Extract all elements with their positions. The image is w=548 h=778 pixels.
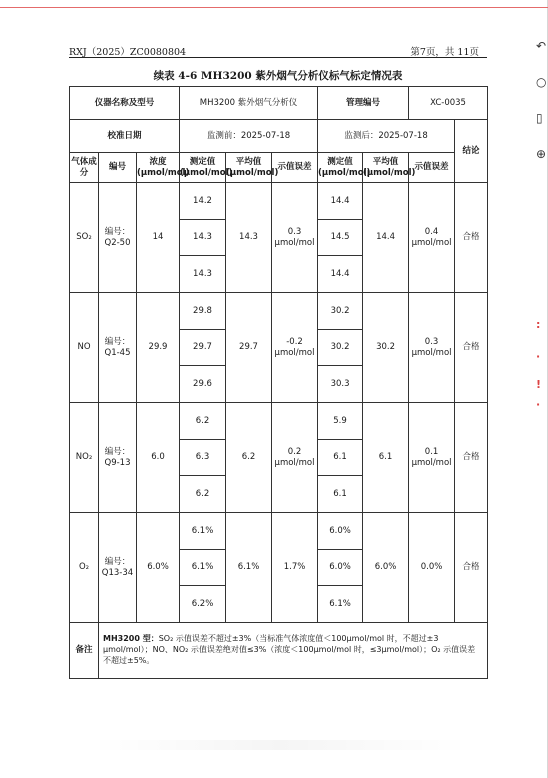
date-after: 监测后：2025-07-18 xyxy=(318,120,455,153)
red-margin-mark: · xyxy=(536,350,541,363)
date-label: 校准日期 xyxy=(70,120,180,153)
col-measured-after: 测定值(μmol/mol) xyxy=(318,153,363,183)
col-measured-before: 测定值(μmol/mol) xyxy=(180,153,226,183)
remark-text xyxy=(99,623,488,679)
error-after-cell: 0.4 μmol/mol xyxy=(409,183,455,293)
delete-icon[interactable]: ▯ xyxy=(536,111,543,125)
date-row xyxy=(70,120,488,153)
result-cell: 合格 xyxy=(455,513,488,623)
measured-before-cell: 29.6 xyxy=(180,366,226,403)
average-after-cell: 30.2 xyxy=(363,293,409,403)
measured-after-cell: 30.2 xyxy=(318,293,363,330)
remark-row xyxy=(70,623,488,679)
error-after-cell: 0.3 μmol/mol xyxy=(409,293,455,403)
average-after-cell: 14.4 xyxy=(363,183,409,293)
col-code: 编号 xyxy=(99,153,137,183)
gas-cell: SO₂ xyxy=(70,183,99,293)
average-after-cell: 6.1 xyxy=(363,403,409,513)
top-rule xyxy=(0,7,548,8)
average-before-cell: 14.3 xyxy=(226,183,272,293)
measured-before-cell: 29.8 xyxy=(180,293,226,330)
gas-cell: NO₂ xyxy=(70,403,99,513)
measured-after-cell: 6.0% xyxy=(318,513,363,550)
measured-before-cell: 6.3 xyxy=(180,440,226,476)
calibration-table xyxy=(69,86,488,679)
measured-after-cell: 6.1 xyxy=(318,440,363,476)
date-before: 监测前：2025-07-18 xyxy=(180,120,318,153)
table-row xyxy=(70,403,488,440)
average-after-cell: 6.0% xyxy=(363,513,409,623)
info-row xyxy=(70,87,488,120)
remark-model: MH3200 型： xyxy=(103,634,159,644)
page-info: 第7页，共 11页 xyxy=(410,47,479,58)
red-margin-mark: · xyxy=(536,398,541,411)
measured-before-cell: 6.1% xyxy=(180,513,226,550)
table-title: 续表 4-6 MH3200 紫外烟气分析仪标气标定情况表 xyxy=(153,70,403,82)
measured-after-cell: 30.3 xyxy=(318,366,363,403)
measured-after-cell: 6.1 xyxy=(318,476,363,513)
page-header xyxy=(69,44,487,58)
result-cell: 合格 xyxy=(455,293,488,403)
doc-number: RXJ（2025）ZC0080804 xyxy=(69,47,187,58)
table-row xyxy=(70,513,488,550)
red-margin-mark: ! xyxy=(536,378,542,391)
measured-after-cell: 6.0% xyxy=(318,550,363,586)
error-before-cell: -0.2 μmol/mol xyxy=(272,293,318,403)
measured-after-cell: 14.4 xyxy=(318,183,363,220)
measured-after-cell: 6.1% xyxy=(318,586,363,623)
measured-after-cell: 5.9 xyxy=(318,403,363,440)
error-before-cell: 0.2 μmol/mol xyxy=(272,403,318,513)
measured-before-cell: 29.7 xyxy=(180,330,226,366)
zoom-in-icon[interactable]: ⊕ xyxy=(536,147,547,161)
measured-before-cell: 14.3 xyxy=(180,256,226,293)
measured-after-cell: 30.2 xyxy=(318,330,363,366)
measured-before-cell: 14.3 xyxy=(180,220,226,256)
col-error-before: 示值误差 xyxy=(272,153,318,183)
remark-content: SO₂ 示值误差不超过±3%（当标准气体浓度值＜100μmol/mol 时，不超过±3 μmol/mol）；NO、NO₂ 示值误差绝对值≤3%（浓度＜100μmol/mol 时，≤3μmol/mol）；O₂ 示值误差不超过±5%。 xyxy=(103,634,476,665)
footer-shadow xyxy=(90,740,470,750)
measured-before-cell: 14.2 xyxy=(180,183,226,220)
measured-before-cell: 6.2 xyxy=(180,476,226,513)
measured-after-cell: 14.4 xyxy=(318,256,363,293)
gas-cell: O₂ xyxy=(70,513,99,623)
measured-before-cell: 6.2% xyxy=(180,586,226,623)
col-avg-after: 平均值(μmol/mol) xyxy=(363,153,409,183)
average-before-cell: 6.1% xyxy=(226,513,272,623)
cylinder-code-cell: 编号：Q9-13 xyxy=(99,403,137,513)
concentration-cell: 6.0% xyxy=(137,513,180,623)
result-cell: 合格 xyxy=(455,183,488,293)
table-row xyxy=(70,183,488,220)
error-after-cell: 0.1 μmol/mol xyxy=(409,403,455,513)
average-before-cell: 29.7 xyxy=(226,293,272,403)
remark-label: 备注 xyxy=(70,623,99,679)
table-row xyxy=(70,293,488,330)
concentration-cell: 6.0 xyxy=(137,403,180,513)
error-before-cell: 0.3 μmol/mol xyxy=(272,183,318,293)
measured-before-cell: 6.1% xyxy=(180,550,226,586)
column-header-row xyxy=(70,153,488,183)
col-conc: 浓度(μmol/mol) xyxy=(137,153,180,183)
col-avg-before: 平均值(μmol/mol) xyxy=(226,153,272,183)
cylinder-code-cell: 编号：Q1-45 xyxy=(99,293,137,403)
concentration-cell: 29.9 xyxy=(137,293,180,403)
search-icon[interactable]: ○ xyxy=(536,75,547,89)
cylinder-code-cell: 编号：Q2-50 xyxy=(99,183,137,293)
code-value: XC-0035 xyxy=(409,87,488,120)
name-value: MH3200 紫外烟气分析仪 xyxy=(180,87,318,120)
undo-icon[interactable]: ↶ xyxy=(536,39,547,53)
average-before-cell: 6.2 xyxy=(226,403,272,513)
measured-after-cell: 14.5 xyxy=(318,220,363,256)
concentration-cell: 14 xyxy=(137,183,180,293)
col-gas: 气体成分 xyxy=(70,153,99,183)
name-label: 仪器名称及型号 xyxy=(70,87,180,120)
result-cell: 合格 xyxy=(455,403,488,513)
col-error-after: 示值误差 xyxy=(409,153,455,183)
error-before-cell: 1.7% xyxy=(272,513,318,623)
cylinder-code-cell: 编号：Q13-34 xyxy=(99,513,137,623)
gas-cell: NO xyxy=(70,293,99,403)
measured-before-cell: 6.2 xyxy=(180,403,226,440)
error-after-cell: 0.0% xyxy=(409,513,455,623)
code-label: 管理编号 xyxy=(318,87,409,120)
red-margin-mark: : xyxy=(536,318,541,331)
conclusion-label: 结论 xyxy=(455,120,488,183)
